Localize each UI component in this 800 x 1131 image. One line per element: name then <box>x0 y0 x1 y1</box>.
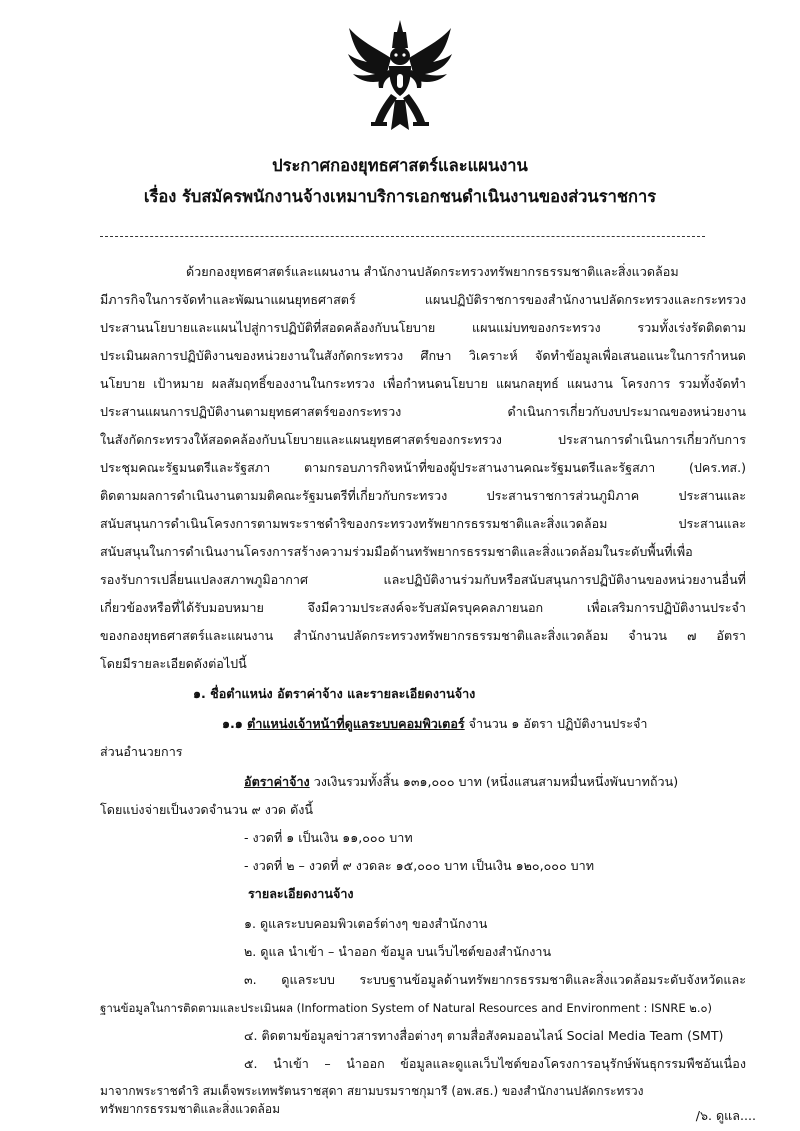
position-unit: ส่วนอำนวยการ <box>100 744 183 759</box>
position-rest: จำนวน ๑ อัตรา ปฏิบัติงานประจำ <box>464 716 648 731</box>
intro-line: มีภารกิจในการจัดทำและพัฒนาแผนยุทธศาสตร์ แผนปฏิบัติราชการของสำนักงานปลัดกระทรวงและกระทรวง <box>100 292 746 307</box>
installment-text: โดยแบ่งจ่ายเป็นงวดจำนวน ๙ งวด ดังนี้ <box>100 802 314 817</box>
wage-text: วงเงินรวมทั้งสิ้น ๑๓๑,๐๐๐ บาท (หนึ่งแสนสามหมื่นหนึ่งพันบาทถ้วน) <box>309 774 679 789</box>
position-name: ตำแหน่งเจ้าหน้าที่ดูแลระบบคอมพิวเตอร์ <box>247 716 465 731</box>
intro-line: โดยมีรายละเอียดดังต่อไปนี้ <box>100 656 247 671</box>
intro-line: ในสังกัดกระทรวงให้สอดคล้องกับนโยบายและแผนยุทธศาสตร์ของกระทรวง ประสานการดำเนินการเกี่ยวกับการ <box>100 432 746 447</box>
intro-line: ประสานแผนการปฏิบัติงานตามยุทธศาสตร์ของกระทรวง ดำเนินการเกี่ยวกับงบประมาณของหน่วยงาน <box>100 404 746 419</box>
wage-label: อัตราค่าจ้าง <box>244 774 310 789</box>
detail-item: ฐานข้อมูลในการติดตามและประเมินผล (Information System of Natural Resources and Environment : ISNRE ๒.๐) <box>100 1001 712 1015</box>
intro-line: รองรับการเปลี่ยนแปลงสภาพภูมิอากาศ และปฏิบัติงานร่วมกับหรือสนับสนุนการปฏิบัติงานของหน่วยงานอื่นที่ <box>100 572 746 587</box>
installment-item: - งวดที่ ๑ เป็นเงิน ๑๑,๐๐๐ บาท <box>244 830 413 845</box>
intro-line: ประชุมคณะรัฐมนตรีและรัฐสภา ตามกรอบภารกิจหน้าที่ของผู้ประสานงานคณะรัฐมนตรีและรัฐสภา (ปคร.ทส.) <box>100 460 746 475</box>
detail-item: ๕. นำเข้า – นำออก ข้อมูลและดูแลเว็บไซต์ของโครงการอนุรักษ์พันธุกรรมพืชอันเนื่อง <box>244 1056 746 1071</box>
intro-line: ประสานนโยบายและแผนไปสู่การปฏิบัติที่สอดคล้องกับนโยบาย แผนแม่บทของกระทรวง รวมทั้งเร่งรัดติดตาม <box>100 320 746 335</box>
details-heading: รายละเอียดงานจ้าง <box>248 886 354 901</box>
divider-line <box>100 236 705 237</box>
announcement-subject: เรื่อง รับสมัครพนักงานจ้างเหมาบริการเอกชนดำเนินงานของส่วนราชการ <box>143 187 657 206</box>
section-heading: ๑. ชื่อตำแหน่ง อัตราค่าจ้าง และรายละเอียดงานจ้าง <box>193 686 476 701</box>
intro-line: เกี่ยวข้องหรือที่ได้รับมอบหมาย จึงมีความประสงค์จะรับสมัครบุคคลภายนอก เพื่อเสริมการปฏิบัติงานประจำ <box>100 600 746 615</box>
detail-item: ๔. ติดตามข้อมูลข่าวสารทางสื่อต่างๆ ตามสื่อสังคมออนไลน์ Social Media Team (SMT) <box>244 1028 724 1043</box>
garuda-emblem-icon <box>345 18 455 133</box>
intro-line: นโยบาย เป้าหมาย ผลสัมฤทธิ์ของงานในกระทรวง เพื่อกำหนดนโยบาย แผนกลยุทธ์ แผนงาน โครงการ รวมทั้งจัดทำ <box>100 376 746 391</box>
installment-item: - งวดที่ ๒ – งวดที่ ๙ งวดละ ๑๕,๐๐๐ บาท เป็นเงิน ๑๒๐,๐๐๐ บาท <box>244 858 595 873</box>
wage-line <box>244 772 678 792</box>
intro-line: ด้วยกองยุทธศาสตร์และแผนงาน สำนักงานปลัดกระทรวงทรัพยากรธรรมชาติและสิ่งแวดล้อม <box>186 264 679 279</box>
intro-line: สนับสนุนการดำเนินโครงการตามพระราชดำริของกระทรวงทรัพยากรธรรมชาติและสิ่งแวดล้อม ประสานและ <box>100 516 746 531</box>
position-number: ๑.๑ <box>222 716 248 731</box>
detail-item: ทรัพยากรธรรมชาติและสิ่งแวดล้อม <box>100 1102 280 1116</box>
position-line <box>222 714 647 734</box>
detail-item: มาจากพระราชดำริ สมเด็จพระเทพรัตนราชสุดา สยามบรมราชกุมารี (อพ.สธ.) ของสำนักงานปลัดกระทรวง <box>100 1084 644 1098</box>
intro-line: ประเมินผลการปฏิบัติงานของหน่วยงานในสังกัดกระทรวง ศึกษา วิเคราะห์ จัดทำข้อมูลเพื่อเสนอแนะในการกำหนด <box>100 348 746 363</box>
intro-line: สนับสนุนในการดำเนินงานโครงการสร้างความร่วมมือด้านทรัพยากรธรรมชาติและสิ่งแวดล้อมในระดับพื้นที่เพื่อ <box>100 544 693 559</box>
detail-item: ๑. ดูแลระบบคอมพิวเตอร์ต่างๆ ของสำนักงาน <box>244 916 488 931</box>
detail-item: ๒. ดูแล นำเข้า – นำออก ข้อมูล บนเว็บไซต์ของสำนักงาน <box>244 944 552 959</box>
detail-item: ๓. ดูแลระบบ ระบบฐานข้อมูลด้านทรัพยากรธรรมชาติและสิ่งแวดล้อมระดับจังหวัดและ <box>244 972 746 987</box>
announcement-title: ประกาศกองยุทธศาสตร์และแผนงาน <box>272 156 528 175</box>
intro-line: ของกองยุทธศาสตร์และแผนงาน สำนักงานปลัดกระทรวงทรัพยากรธรรมชาติและสิ่งแวดล้อม จำนวน ๗ อัตรา <box>100 628 746 643</box>
next-page-marker: /๖. ดูแล.... <box>695 1108 756 1123</box>
intro-line: ติดตามผลการดำเนินงานตามมติคณะรัฐมนตรีที่เกี่ยวกับกระทรวง ประสานราชการส่วนภูมิภาค ประสานและ <box>100 488 746 503</box>
